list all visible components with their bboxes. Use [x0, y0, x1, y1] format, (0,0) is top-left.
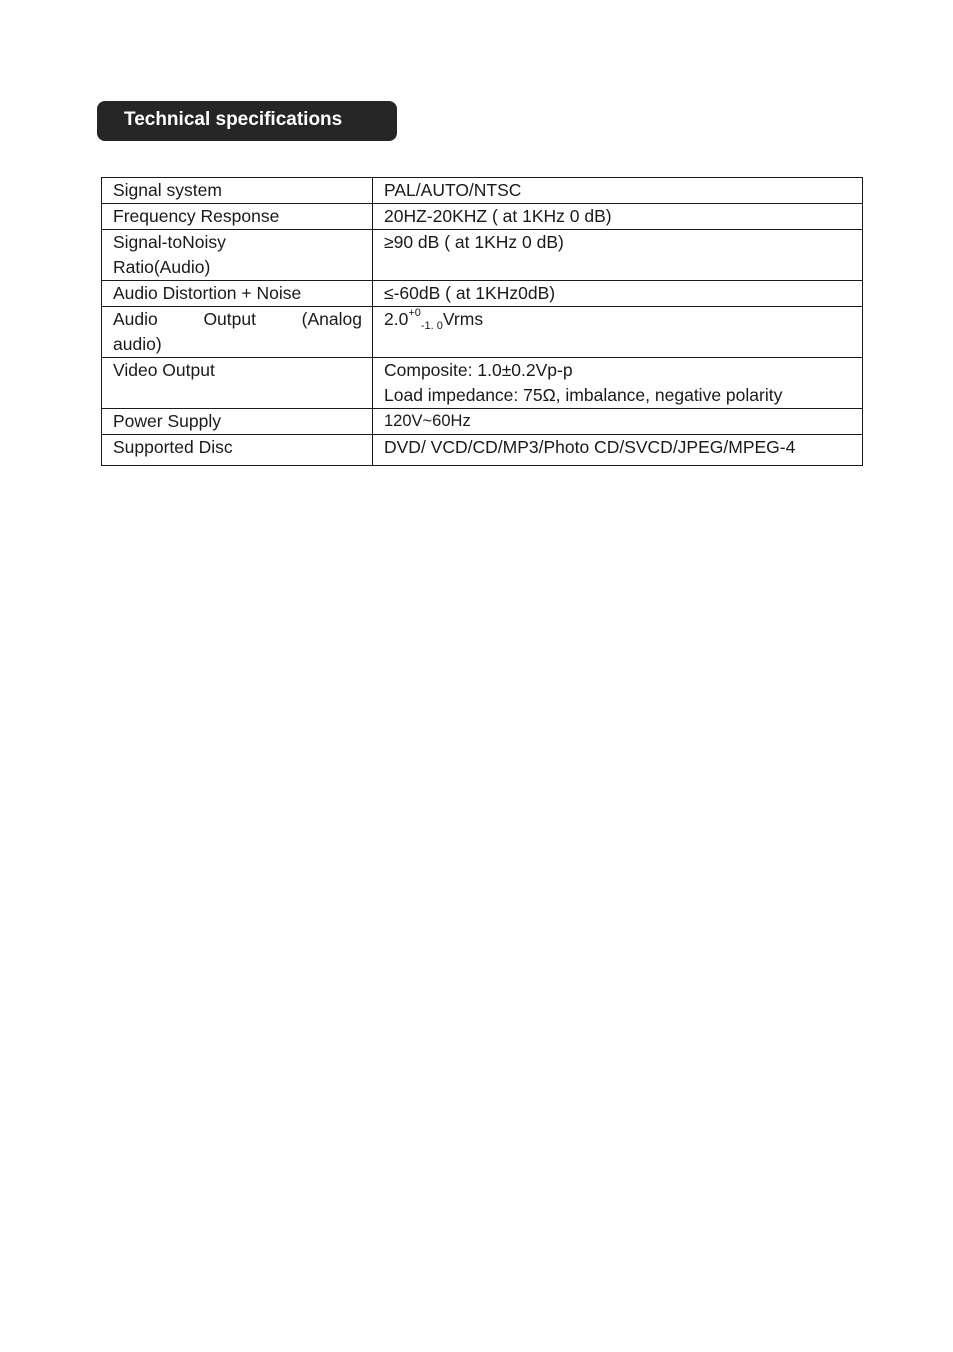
spec-value-superscript: +0 — [408, 307, 421, 319]
spec-label — [102, 307, 373, 358]
spec-value — [373, 358, 863, 409]
spec-value-line: Composite: 1.0±0.2Vp-p — [384, 360, 573, 380]
spec-label-line: audio) — [113, 334, 162, 354]
spec-value: DVD/ VCD/CD/MP3/Photo CD/SVCD/JPEG/MPEG-4 — [373, 435, 863, 466]
spec-label-line: Audio Output (Analog — [113, 309, 362, 329]
section-heading: Technical specifications — [97, 101, 397, 141]
spec-label: Video Output — [102, 358, 373, 409]
spec-label: Frequency Response — [102, 204, 373, 230]
spec-value-line: Load impedance: 75Ω, imbalance, negative polarity — [384, 385, 783, 405]
spec-value: 20HZ-20KHZ ( at 1KHz 0 dB) — [373, 204, 863, 230]
table-row — [102, 281, 863, 307]
spec-value: ≥90 dB ( at 1KHz 0 dB) — [373, 230, 863, 281]
spec-label: Supported Disc — [102, 435, 373, 466]
spec-value: PAL/AUTO/NTSC — [373, 178, 863, 204]
table-row — [102, 307, 863, 358]
spec-label — [102, 230, 373, 281]
table-row — [102, 178, 863, 204]
spec-label-line: Signal-toNoisy — [113, 232, 226, 252]
spec-label: Audio Distortion + Noise — [102, 281, 373, 307]
table-row — [102, 409, 863, 435]
spec-value-subscript: -1. 0 — [420, 320, 443, 332]
spec-table — [101, 177, 863, 466]
spec-value-base: 2.0 — [384, 309, 409, 329]
spec-label: Signal system — [102, 178, 373, 204]
spec-label-line: Ratio(Audio) — [113, 257, 211, 277]
table-row — [102, 204, 863, 230]
spec-value: ≤-60dB ( at 1KHz0dB) — [373, 281, 863, 307]
table-row — [102, 230, 863, 281]
table-row — [102, 435, 863, 466]
table-row — [102, 358, 863, 409]
spec-value: 120V~60Hz — [373, 409, 863, 435]
spec-value-unit: Vrms — [442, 309, 484, 329]
spec-value — [373, 307, 863, 358]
spec-label: Power Supply — [102, 409, 373, 435]
